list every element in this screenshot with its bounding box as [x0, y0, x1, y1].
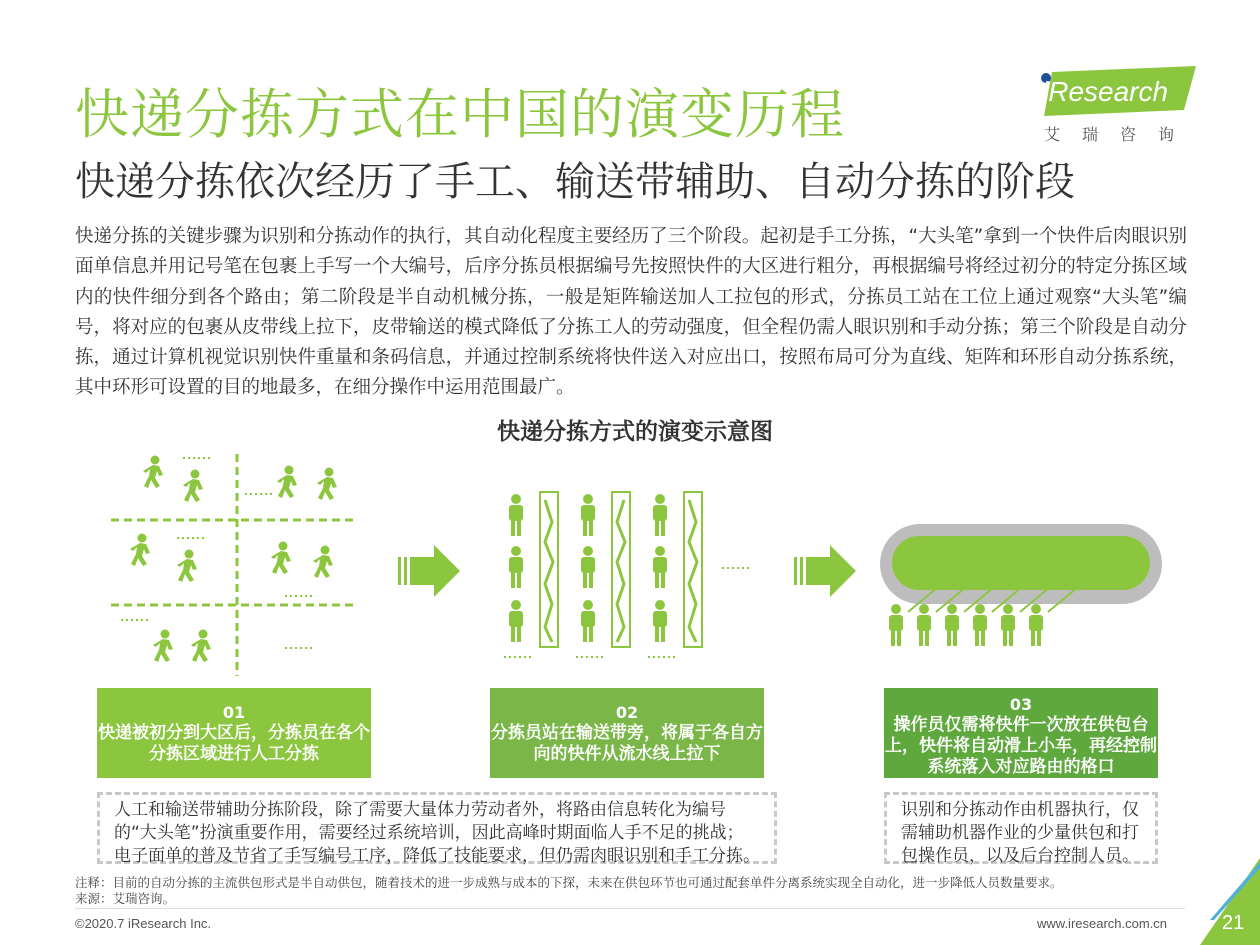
footnote-note: 注释：目前的自动分拣的主流供包形式是半自动供包，随着技术的进一步成熟与成本的下探，未来在供包环节也可通过配套单件分离系统实现全自动化，进一步降低人员数量要求。 [75, 875, 1063, 890]
walking-worker-icons [130, 456, 337, 663]
conveyor-sorting-illustration [500, 490, 760, 660]
stage-box-01 [97, 688, 371, 778]
footnote-source: 来源：艾瑞咨询。 [75, 891, 176, 906]
diagram-title: 快递分拣方式的演变示意图 [497, 419, 773, 445]
footnote [75, 875, 1063, 907]
arrow-right-icon [794, 545, 858, 597]
stage-description: 分拣员站在输送带旁，将属于各自方向的快件从流水线上拉下 [491, 723, 763, 764]
stage-box-02 [490, 688, 764, 778]
standing-worker-icons [509, 494, 667, 642]
stage-number: 01 [222, 703, 246, 722]
stage-number: 03 [1009, 695, 1033, 714]
conveyor-belt-icons [540, 492, 702, 647]
page-subtitle: 快递分拣依次经历了手工、输送带辅助、自动分拣的阶段 [75, 159, 1075, 205]
footer-divider [75, 908, 1185, 909]
website-link[interactable]: www.iresearch.com.cn [1037, 916, 1168, 931]
note-box-automatic: 识别和分拣动作由机器执行，仅需辅助机器作业的少量供包和打包操作员，以及后台控制人员。 [884, 792, 1158, 864]
logo-brand-text: iResearch [1042, 76, 1169, 107]
loop-sorter-illustration [872, 520, 1172, 660]
manual-sorting-illustration [95, 448, 370, 680]
arrow-right-icon [398, 545, 462, 597]
note-box-manual-conveyor: 人工和输送带辅助分拣阶段，除了需要大量体力劳动者外，将路由信息转化为编号的“大头笔”扮演重要作用，需要经过系统培训，因此高峰时期面临人手不足的挑战；电子面单的普及节省了手写编号工序，降低了技能要求，但仍需肉眼识别和手工分拣。 [97, 792, 777, 864]
stage-description: 操作员仅需将快件一次放在供包台上，快件将自动滑上小车，再经控制系统落入对应路由的格口 [885, 715, 1157, 777]
page-number: 21 [1222, 912, 1245, 934]
logo-sub-text: 艾瑞咨询 [1044, 125, 1197, 144]
page-title: 快递分拣方式在中国的演变历程 [75, 83, 845, 146]
stage-number: 02 [615, 703, 639, 722]
stage-box-03 [884, 688, 1158, 778]
iresearch-logo [1040, 66, 1198, 152]
stage-description: 快递被初分到大区后，分拣员在各个分拣区域进行人工分拣 [98, 723, 370, 764]
intro-paragraph: 快递分拣的关键步骤为识别和分拣动作的执行，其自动化程度主要经历了三个阶段。起初是手工分拣，“大头笔”拿到一个快件后肉眼识别面单信息并用记号笔在包裹上手写一个大编号，后序分拣员根据编号先按照快件的大区进行粗分，再根据编号将经过初分的特定分拣区域内的快件细分到各个路由；第二阶段是半自动机械分拣，一般是矩阵输送加人工拉包的形式，分拣员工站在工位上通过观察“大头笔”编号，将对应的包裹从皮带线上拉下，皮带输送的模式降低了分拣工人的劳动强度，但全程仍需人眼识别和手动分拣；第三个阶段是自动分拣，通过计算机视觉识别快件重量和条码信息，并通过控制系统将快件送入对应出口，按照布局可分为直线、矩阵和环形自动分拣系统，其中环形可设置的目的地最多，在细分操作中运用范围最广。 [75, 226, 1187, 399]
copyright: ©2020.7 iResearch Inc. [75, 916, 212, 931]
